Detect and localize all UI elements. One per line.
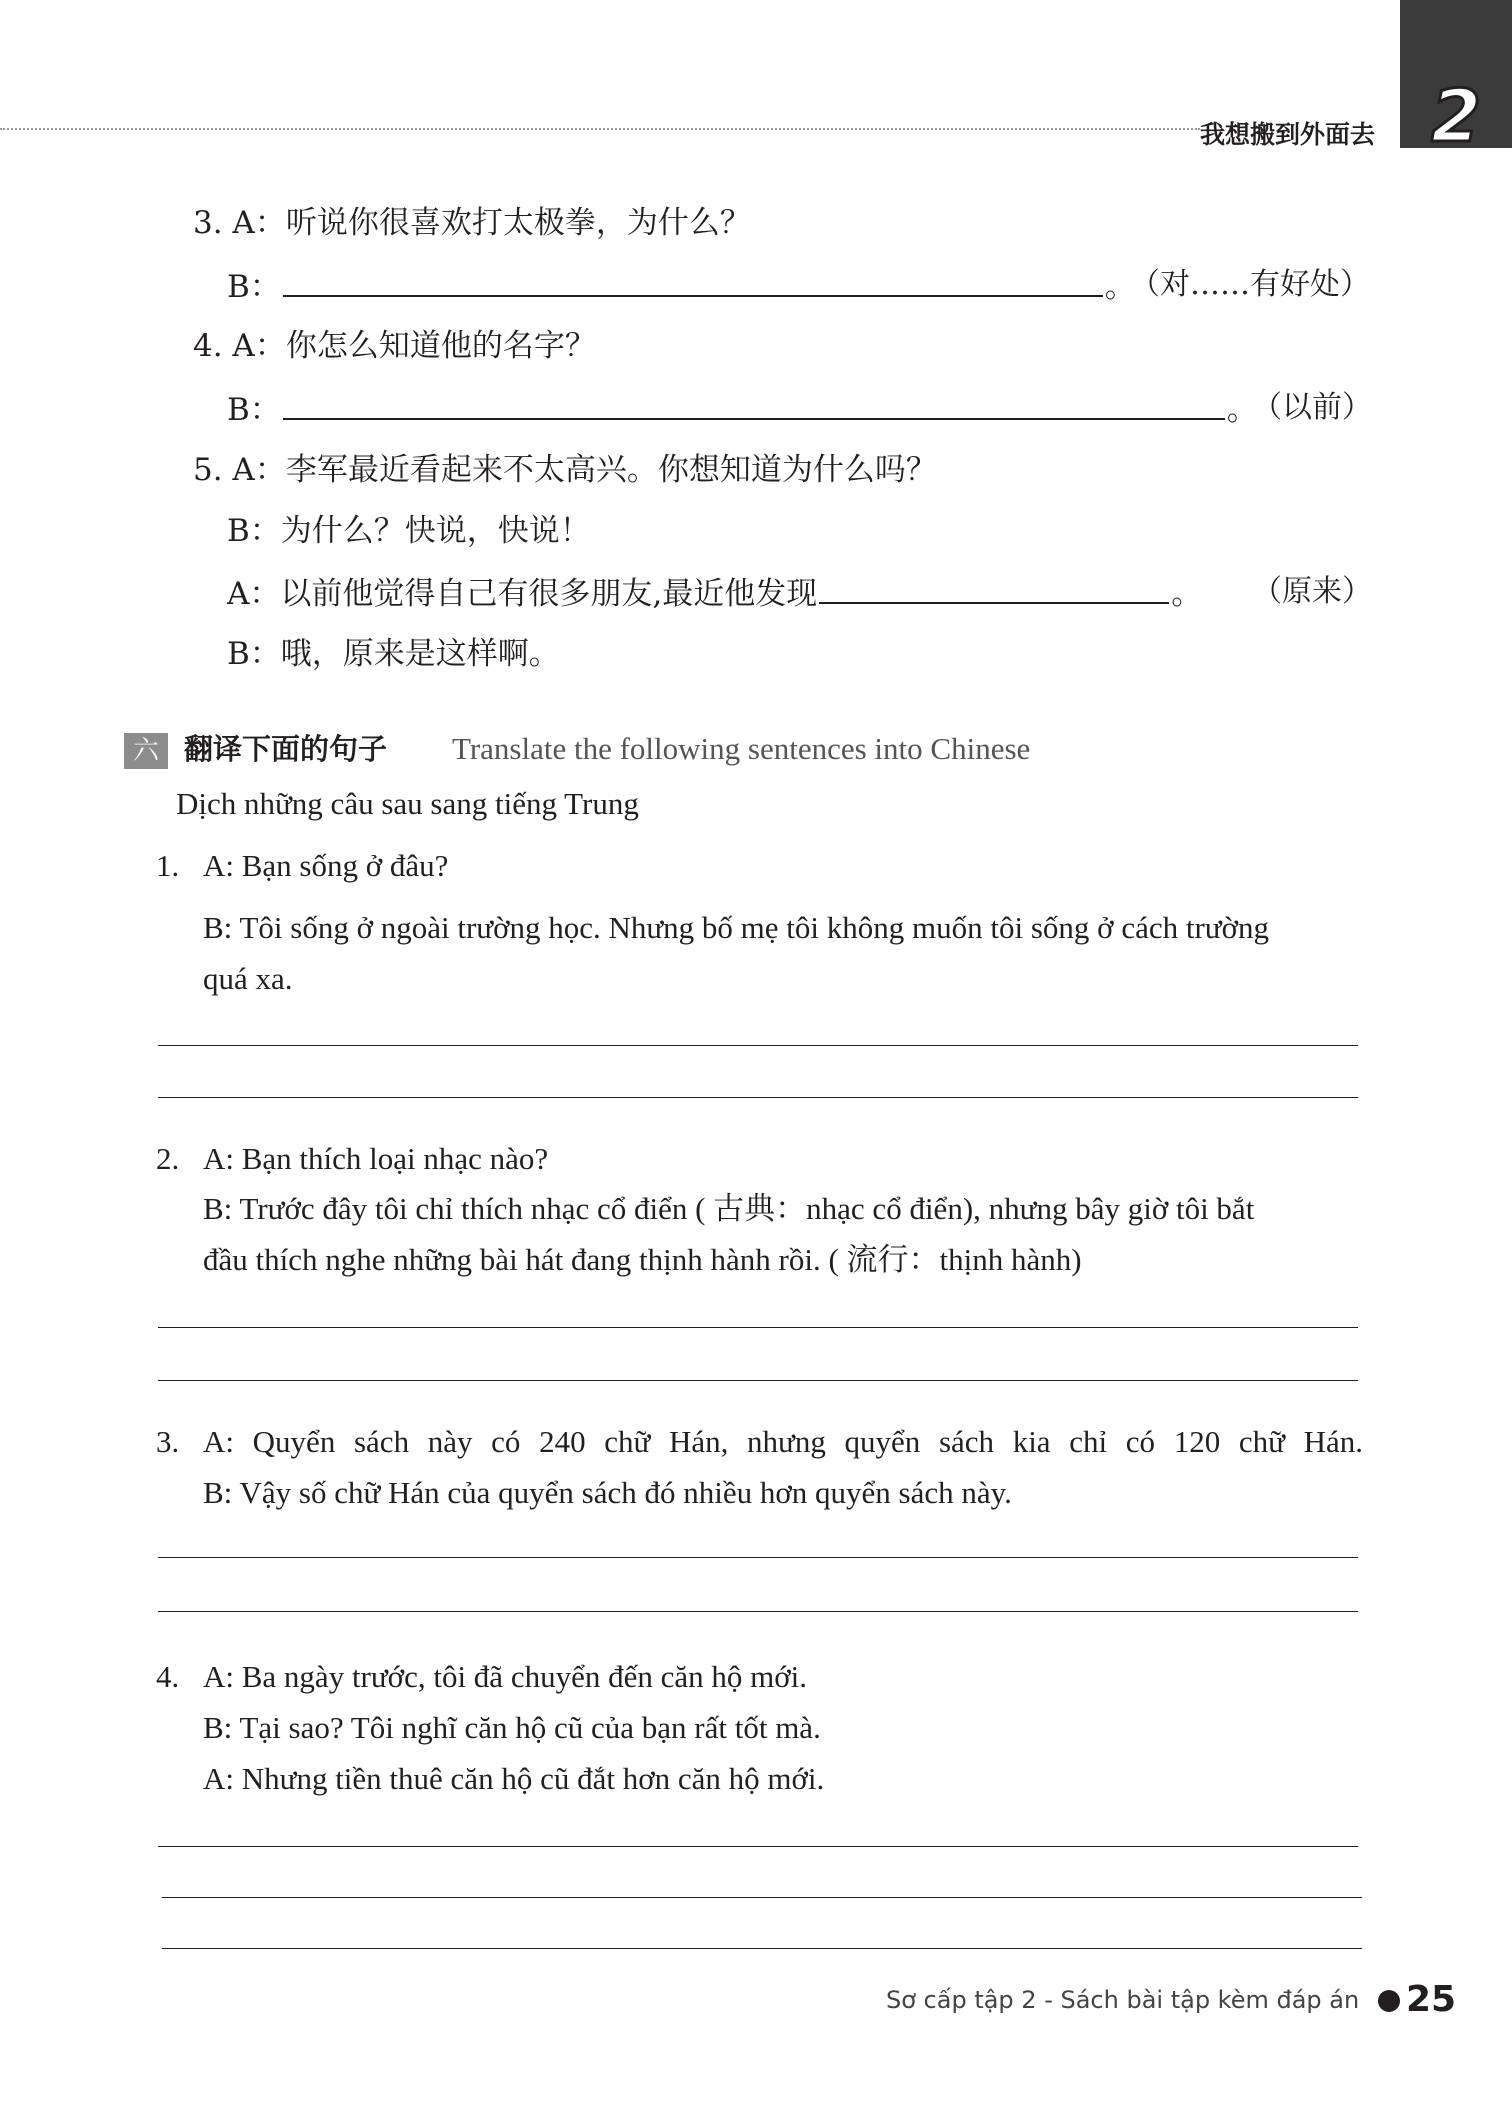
header-dotted-rule [0, 128, 1200, 130]
item-number: 3. A： [193, 205, 286, 241]
sentence-line: A: Bạn sống ở đâu? [203, 848, 449, 883]
sentence-line: B: Tại sao? Tôi nghĩ căn hộ cũ của bạn rất tốt mà. [203, 1710, 821, 1745]
answer-line [227, 572, 1202, 614]
sentence-line: đầu thích nghe những bài hát đang thịnh hành rồi. ( 流行：thịnh hành) [203, 1242, 1082, 1277]
sentence-line: B: Trước đây tôi chỉ thích nhạc cổ điển ( 古典：nhạc cổ điển), nhưng bây giờ tôi bắt [203, 1191, 1255, 1226]
answer-line [227, 265, 1136, 307]
answer-line [227, 388, 1258, 430]
footer-bullet-icon [1378, 1990, 1400, 2012]
dialogue-line [227, 634, 560, 674]
item-number: 1. [156, 848, 180, 883]
dialogue-text: 以前他觉得自己有很多朋友,最近他发现 [280, 576, 818, 612]
dialogue-line [193, 326, 596, 366]
answer-line[interactable] [158, 1611, 1358, 1612]
hint-text: （对……有好处） [1130, 267, 1370, 302]
hint-text: （原来） [1252, 574, 1372, 609]
answer-line[interactable] [162, 1897, 1362, 1898]
answer-line[interactable] [158, 1327, 1358, 1328]
sentence-line: B: Vậy số chữ Hán của quyển sách đó nhiều hơn quyển sách này. [203, 1475, 1012, 1510]
period-mark: 。 [1104, 269, 1136, 305]
sentence-line: A: Quyển sách này có 240 chữ Hán, nhưng quyển sách kia chỉ có 120 chữ Hán. [203, 1424, 1363, 1459]
dialogue-text: 李军最近看起来不太高兴。你想知道为什么吗？ [285, 452, 937, 488]
sentence-line: B: Tôi sống ở ngoài trường học. Nhưng bố mẹ tôi không muốn tôi sống ở cách trường [203, 910, 1269, 945]
speaker-label: B： [227, 269, 281, 305]
answer-line[interactable] [158, 1846, 1358, 1847]
page-number: 25 [1406, 1979, 1457, 2020]
answer-line[interactable] [158, 1380, 1358, 1381]
answer-line[interactable] [158, 1557, 1358, 1558]
item-number: 4. A： [193, 328, 286, 364]
section-title-vi: Dịch những câu sau sang tiếng Trung [176, 786, 639, 821]
chapter-number: 2 [1430, 74, 1482, 158]
speaker-label: A： [227, 576, 281, 612]
sentence-line: quá xa. [203, 961, 293, 996]
dialogue-line [227, 511, 591, 551]
section-title-zh: 翻译下面的句子 [184, 732, 388, 766]
item-number: 3. [156, 1424, 180, 1459]
period-mark: 。 [1226, 392, 1258, 428]
answer-line[interactable] [158, 1097, 1358, 1098]
item-number: 4. [156, 1659, 180, 1694]
dialogue-line [193, 450, 937, 490]
footer-book-title: Sơ cấp tập 2 - Sách bài tập kèm đáp án [886, 1986, 1360, 2014]
dialogue-text: 哦，原来是这样啊。 [280, 636, 560, 672]
section-title-en: Translate the following sentences into Chinese [452, 731, 1031, 766]
answer-blank[interactable] [283, 265, 1103, 297]
speaker-label: B： [227, 392, 281, 428]
dialogue-text: 你怎么知道他的名字？ [285, 328, 596, 364]
chapter-title: 我想搬到外面去 [1200, 120, 1376, 149]
sentence-line: A: Bạn thích loại nhạc nào? [203, 1141, 549, 1176]
answer-line[interactable] [162, 1948, 1362, 1949]
dialogue-text: 听说你很喜欢打太极拳，为什么？ [285, 205, 751, 241]
section-badge: 六 [124, 733, 168, 769]
item-number: 2. [156, 1141, 180, 1176]
dialogue-line [193, 203, 751, 243]
answer-blank[interactable] [819, 572, 1169, 604]
hint-text: （以前） [1252, 390, 1372, 425]
period-mark: 。 [1171, 576, 1203, 612]
item-number: 5. A： [193, 452, 286, 488]
dialogue-text: 为什么？快说，快说！ [280, 513, 591, 549]
sentence-line: A: Nhưng tiền thuê căn hộ cũ đắt hơn căn hộ mới. [203, 1761, 825, 1796]
answer-line[interactable] [158, 1045, 1358, 1046]
answer-blank[interactable] [283, 388, 1225, 420]
speaker-label: B： [227, 513, 281, 549]
sentence-line: A: Ba ngày trước, tôi đã chuyển đến căn hộ mới. [203, 1659, 807, 1694]
speaker-label: B： [227, 636, 281, 672]
